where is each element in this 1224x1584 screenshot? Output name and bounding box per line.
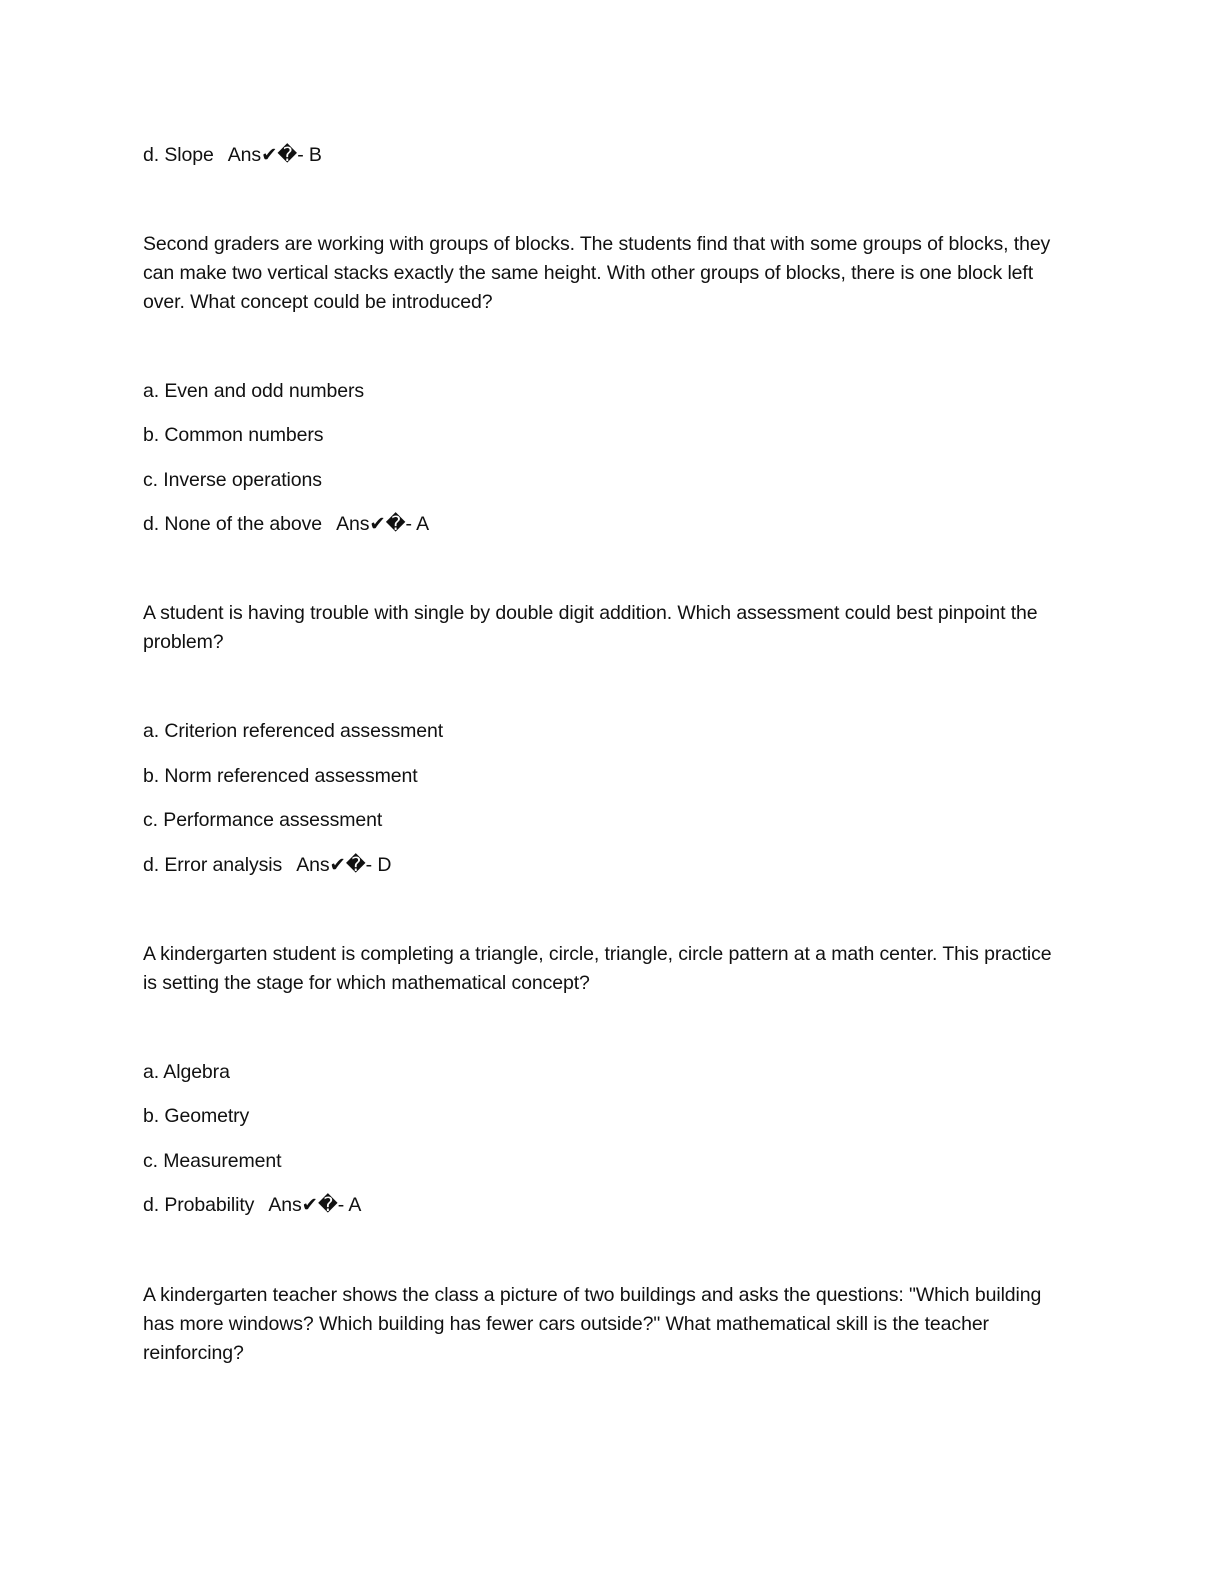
option-a: a. Criterion referenced assessment — [143, 720, 444, 742]
option-b: b. Norm referenced assessment — [143, 765, 418, 787]
question-prompt: A kindergarten teacher shows the class a picture of two buildings and asks the questions: "Which building has more windows? Which building has fewer cars outside?" What mathematical skill is the teacher reinforcing? — [143, 1284, 1042, 1364]
answer-key: Ans✔�- B — [227, 144, 322, 166]
option-b: b. Common numbers — [143, 424, 324, 446]
question-prompt: A student is having trouble with single by double digit addition. Which assessment could best pinpoint the problem? — [143, 602, 1038, 653]
option-text: d. Error analysis — [143, 854, 283, 876]
option-d — [143, 510, 429, 539]
option-text: d. None of the above — [143, 513, 323, 535]
question-prompt: A kindergarten student is completing a triangle, circle, triangle, circle pattern at a math center. This practice is setting the stage for which mathematical concept? — [143, 943, 1052, 994]
answer-key: Ans✔�- D — [296, 854, 392, 876]
carryover-option-d — [143, 141, 322, 170]
option-c: c. Performance assessment — [143, 809, 383, 831]
option-text: d. Probability — [143, 1194, 255, 1216]
question-prompt: Second graders are working with groups of blocks. The students find that with some groups of blocks, they can make two vertical stacks exactly the same height. With other groups of blocks, there is one block left over. What concept could be introduced? — [143, 233, 1051, 313]
option-a: a. Even and odd numbers — [143, 380, 365, 402]
option-c: c. Measurement — [143, 1150, 282, 1172]
answer-key: Ans✔�- A — [336, 513, 430, 535]
answer-key: Ans✔�- A — [268, 1194, 362, 1216]
option-a: a. Algebra — [143, 1061, 230, 1083]
option-text: d. Slope — [143, 144, 214, 166]
option-d — [143, 1191, 361, 1220]
option-c: c. Inverse operations — [143, 469, 322, 491]
option-b: b. Geometry — [143, 1105, 250, 1127]
option-d — [143, 851, 391, 880]
